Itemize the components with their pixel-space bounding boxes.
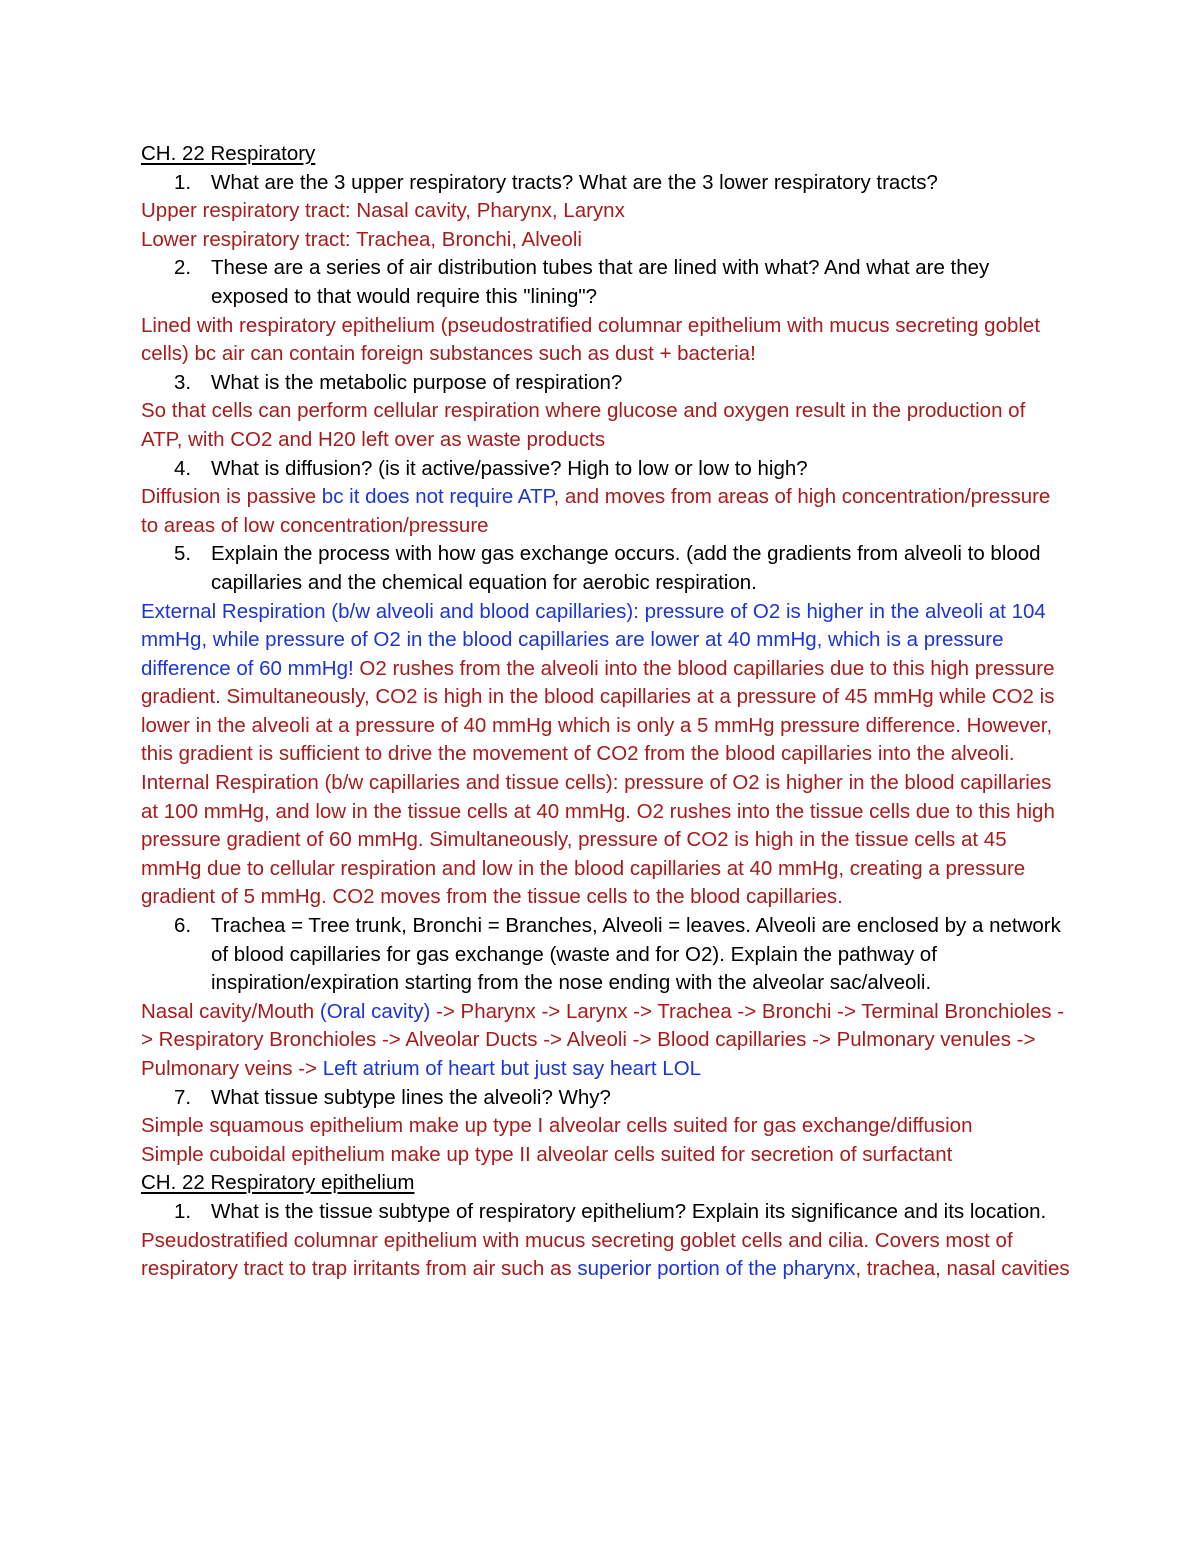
answer-text: , and moves from areas of high concentration/pressure to areas of low concentration/pressure (141, 485, 1051, 537)
section-heading (141, 140, 1071, 169)
answer-paragraph (141, 226, 1071, 255)
question-text: What is the tissue subtype of respiratory epithelium? Explain its significance and its location. (211, 1199, 1047, 1223)
document-body (141, 140, 1071, 1284)
section-heading-text: CH. 22 Respiratory epithelium (141, 1171, 415, 1195)
answer-paragraph (141, 197, 1071, 226)
answer-text: , trachea, nasal cavities (855, 1257, 1070, 1281)
question-text: What is diffusion? (is it active/passive? High to low or low to high? (211, 456, 808, 480)
answer-text: O2 rushes from the alveoli into the blood capillaries due to this high pressure gradient. Simultaneously, CO2 is high in the blood capillaries at a pressure of 45 mmHg while CO2 is lower in the alveoli at a pressure of 40 mmHg which is only a 5 mmHg pressure difference. However, this gradient is sufficient to drive the movement of CO2 from the blood capillaries into the alveoli. (141, 656, 1055, 766)
question-text: What is the metabolic purpose of respiration? (211, 370, 623, 394)
section-heading-text: CH. 22 Respiratory (141, 142, 316, 165)
answer-text: (Oral cavity) (319, 999, 431, 1023)
answer-text: Lower respiratory tract: Trachea, Bronchi, Alveoli (141, 227, 582, 251)
question-number: 7. (174, 1085, 192, 1109)
answer-paragraph (141, 769, 1071, 912)
answer-text: bc it does not require ATP (321, 485, 554, 509)
answer-text: Upper respiratory tract: Nasal cavity, Pharynx, Larynx (141, 199, 625, 223)
answer-text: External Respiration (b/w alveoli and blood capillaries): (141, 599, 645, 623)
question-text: What are the 3 upper respiratory tracts? What are the 3 lower respiratory tracts? (211, 170, 938, 194)
question-text: These are a series of air distribution tubes that are lined with what? And what are they exposed to that would require this "lining"? (211, 256, 990, 308)
answer-text: pressure of O2 is higher in the alveoli at 104 mmHg, while pressure of O2 in the blood capillaries are lower at 40 mmHg, which is a pressure difference of 60 mmHg! (141, 599, 1046, 680)
answer-text: Diffusion is passive (141, 485, 322, 509)
question-number: 1. (174, 1199, 192, 1223)
answer-paragraph (141, 1141, 1071, 1170)
answer-text: Lined with respiratory epithelium (pseudostratified columnar epithelium with mucus secreting goblet cells) bc air can contain foreign substances such as dust + bacteria! (141, 313, 1041, 366)
answer-text: Nasal cavity/Mouth (141, 999, 320, 1023)
question-number: 1. (174, 170, 192, 194)
answer-text: superior portion of the pharynx (577, 1257, 856, 1281)
question-item (141, 369, 1071, 398)
answer-text: Pseudostratified columnar epithelium with mucus secreting goblet cells and cilia. Covers most of respiratory tract to trap irritants from air such as (141, 1228, 1013, 1281)
question-item (141, 169, 1071, 198)
answer-paragraph (141, 483, 1071, 540)
answer-text: Left atrium of heart but just say heart LOL (322, 1057, 702, 1080)
question-text: Explain the process with how gas exchange occurs. (add the gradients from alveoli to blood capillaries and the chemical equation for aerobic respiration. (211, 542, 1041, 594)
question-item (141, 1084, 1071, 1113)
answer-text: Simple squamous epithelium make up type I alveolar cells suited for gas exchange/diffusion (141, 1114, 973, 1138)
question-text: Trachea = Tree trunk, Bronchi = Branches, Alveoli = leaves. Alveoli are enclosed by a network of blood capillaries for gas exchange (waste and for O2). Explain the pathway of inspiration/expiration starting from the nose ending with the alveolar sac/alveoli. (211, 914, 1061, 995)
answer-text: Internal Respiration (b/w capillaries and tissue cells): pressure of O2 is higher in the blood capillaries at 100 mmHg, and low in the tissue cells at 40 mmHg. O2 rushes into the tissue cells due to this high pressure gradient of 60 mmHg. Simultaneously, pressure of CO2 is high in the tissue cells at 45 mmHg due to cellular respiration and low in the blood capillaries at 40 mmHg, creating a pressure gradient of 5 mmHg. CO2 moves from the tissue cells to the blood capillaries. (141, 771, 1055, 909)
answer-paragraph (141, 1227, 1071, 1284)
question-item (141, 455, 1071, 484)
question-text: What tissue subtype lines the alveoli? Why? (211, 1085, 611, 1109)
answer-paragraph (141, 312, 1071, 369)
question-number: 5. (174, 542, 192, 566)
question-item (141, 254, 1071, 311)
section-heading (141, 1169, 1071, 1198)
question-number: 3. (174, 370, 192, 394)
answer-text: Simple cuboidal epithelium make up type II alveolar cells suited for secretion of surfactant (141, 1142, 953, 1166)
answer-paragraph (141, 598, 1071, 770)
question-item (141, 540, 1071, 597)
question-item (141, 1198, 1071, 1227)
question-number: 2. (174, 256, 192, 280)
answer-paragraph (141, 1112, 1071, 1141)
answer-text: So that cells can perform cellular respiration where glucose and oxygen result in the production of ATP, with CO2 and H20 left over as waste products (141, 399, 1026, 451)
answer-paragraph (141, 397, 1071, 454)
question-number: 4. (174, 456, 192, 480)
answer-text: -> Pharynx -> Larynx -> Trachea -> Bronchi -> Terminal Bronchioles -> Respiratory Bronchioles -> Alveolar Ducts -> Alveoli -> Blood capillaries -> Pulmonary venules -> Pulmonary veins -> (141, 999, 1065, 1080)
answer-paragraph (141, 998, 1071, 1084)
question-number: 6. (174, 914, 192, 938)
question-item (141, 912, 1071, 998)
